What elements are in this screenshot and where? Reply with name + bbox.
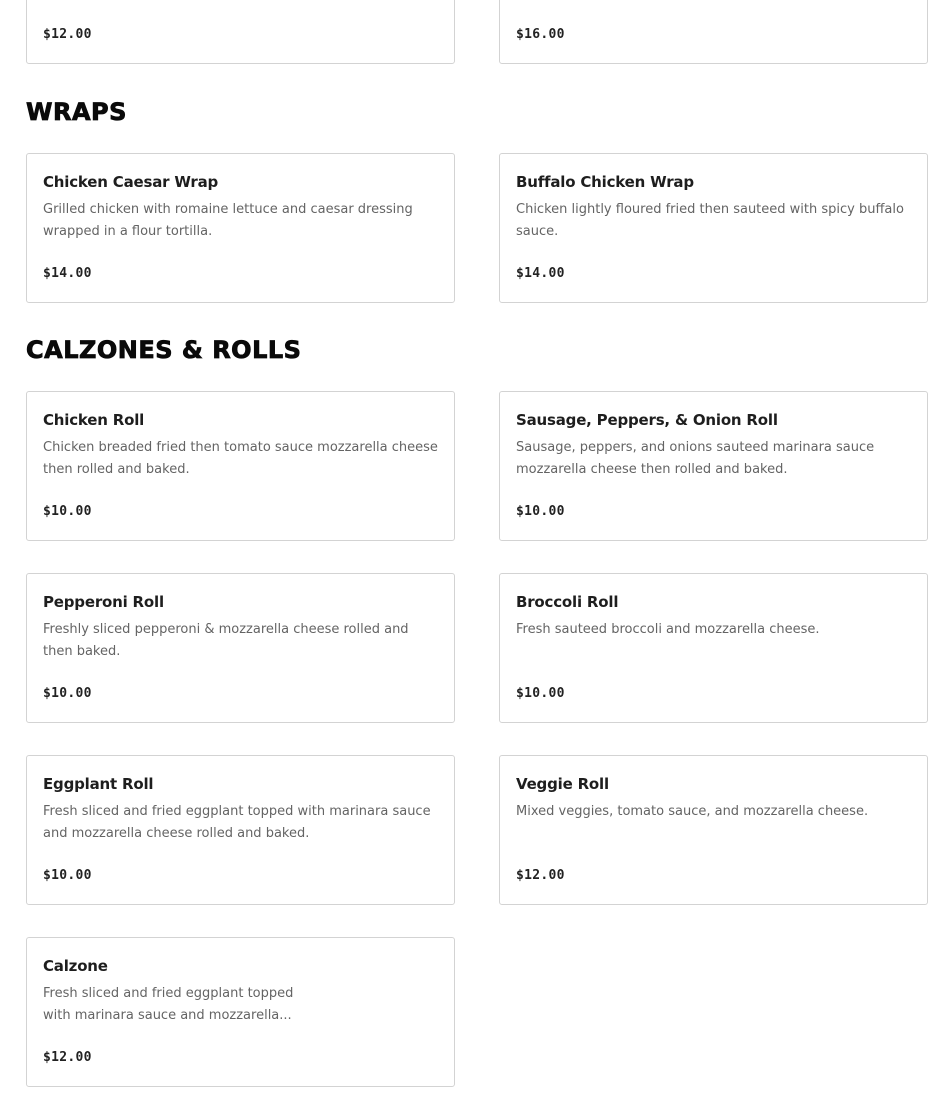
menu-item-description: Fresh sauteed broccoli and mozzarella cheese. — [516, 622, 820, 637]
menu-item-price: $14.00 — [516, 266, 565, 281]
menu-item-price: $10.00 — [43, 868, 92, 883]
menu-item-description: Fresh sliced and fried eggplant topped with marinara sauce and mozzarella cheese rolled and baked. — [43, 804, 431, 841]
menu-item-description: Chicken lightly floured fried then sauteed with spicy buffalo sauce. — [516, 202, 904, 239]
menu-item-description: Freshly sliced pepperoni & mozzarella cheese rolled and then baked. — [43, 622, 409, 659]
menu-item-name: Eggplant Roll — [43, 775, 154, 793]
menu-item-card[interactable] — [26, 391, 455, 541]
menu-item-description: Chicken breaded fried then tomato sauce mozzarella cheese then rolled and baked. — [43, 440, 438, 477]
section-title-calzones-rolls: CALZONES & ROLLS — [26, 336, 302, 364]
menu-item-price: $12.00 — [516, 868, 565, 883]
menu-item-price: $10.00 — [43, 686, 92, 701]
menu-item-card[interactable] — [499, 573, 928, 723]
menu-item-price: $14.00 — [43, 266, 92, 281]
menu-item-price: $10.00 — [516, 686, 565, 701]
menu-item-price: $12.00 — [43, 27, 92, 42]
menu-item-card[interactable] — [26, 755, 455, 905]
menu-item-name: Chicken Caesar Wrap — [43, 173, 219, 191]
menu-item-price: $16.00 — [516, 27, 565, 42]
menu-item-card[interactable] — [26, 937, 455, 1087]
menu-item-card[interactable] — [499, 755, 928, 905]
menu-item-card[interactable] — [26, 0, 455, 64]
menu-item-card[interactable] — [26, 153, 455, 303]
menu-item-price: $12.00 — [43, 1050, 92, 1065]
menu-item-description: Mixed veggies, tomato sauce, and mozzarella cheese. — [516, 804, 869, 819]
menu-item-name: Pepperoni Roll — [43, 593, 164, 611]
menu-item-description: Fresh sliced and fried eggplant topped with marinara sauce and mozzarella... — [43, 986, 294, 1023]
menu-item-card[interactable] — [499, 0, 928, 64]
menu-item-card[interactable] — [499, 391, 928, 541]
menu-item-card[interactable] — [26, 573, 455, 723]
menu-item-name: Calzone — [43, 957, 108, 975]
menu-item-card[interactable] — [499, 153, 928, 303]
menu-item-name: Chicken Roll — [43, 411, 145, 429]
section-title-wraps: WRAPS — [26, 98, 127, 126]
menu-item-name: Buffalo Chicken Wrap — [516, 173, 694, 191]
menu-item-price: $10.00 — [43, 504, 92, 519]
menu-item-price: $10.00 — [516, 504, 565, 519]
menu-item-description: Sausage, peppers, and onions sauteed marinara sauce mozzarella cheese then rolled and baked. — [516, 440, 875, 477]
menu-item-description: Grilled chicken with romaine lettuce and caesar dressing wrapped in a flour tortilla. — [43, 202, 413, 239]
menu-item-name: Sausage, Peppers, & Onion Roll — [516, 411, 778, 429]
menu-item-name: Broccoli Roll — [516, 593, 619, 611]
menu-item-name: Veggie Roll — [516, 775, 609, 793]
